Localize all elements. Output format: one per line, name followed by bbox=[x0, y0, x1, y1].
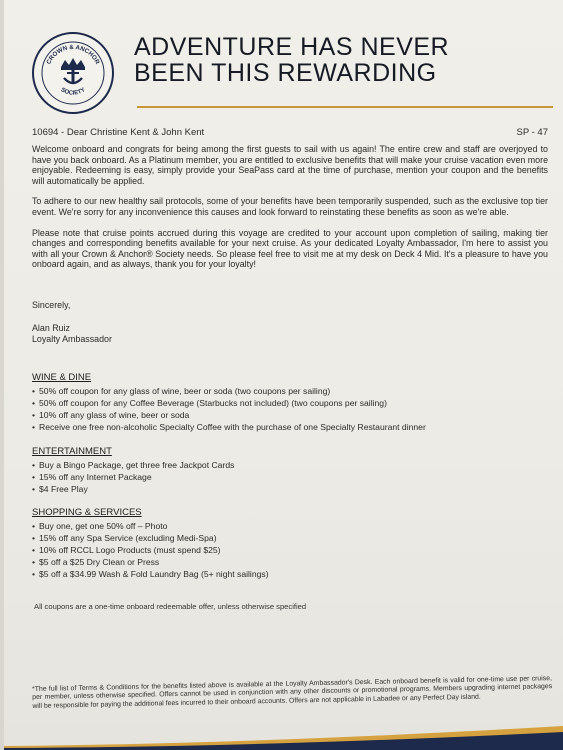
closing: Sincerely, bbox=[32, 300, 71, 310]
section-entertainment bbox=[32, 446, 532, 495]
list-item: • 10% off RCCL Logo Products (must spend $25) bbox=[32, 544, 532, 556]
page-headline bbox=[134, 34, 554, 86]
entertainment-list bbox=[32, 459, 532, 495]
headline-line-2: BEEN THIS REWARDING bbox=[134, 59, 437, 87]
headline-line-1: ADVENTURE HAS NEVER bbox=[134, 33, 450, 61]
gold-divider bbox=[137, 106, 553, 108]
shopping-list bbox=[32, 520, 532, 580]
paragraph-points: Please note that cruise points accrued during this voyage are credited to your account upon completion of sailing, making tier changes and corresponding benefits available for your next cruise. As your dedicated Loyalty Ambassador, I'm here to assist you with all your Crown & Anchor® Society needs. So please feel free to visit me at my desk on Deck 4 Mid. It's a pleasure to have you onboard again, and as always, thank you for your loyalty! bbox=[32, 227, 548, 270]
section-shopping-services bbox=[32, 507, 532, 580]
coupon-note: All coupons are a one-time onboard redeemable offer, unless otherwise specified bbox=[34, 602, 307, 611]
list-item: • $4 Free Play bbox=[32, 483, 532, 495]
section-wine-dine bbox=[32, 372, 532, 433]
list-item: • $5 off a $34.99 Wash & Fold Laundry Bag (5+ night sailings) bbox=[32, 568, 532, 580]
list-item: • 50% off coupon for any glass of wine, beer or soda (two coupons per sailing) bbox=[32, 385, 532, 397]
section-title-shopping: SHOPPING & SERVICES bbox=[32, 507, 142, 518]
signer-name: Alan Ruiz bbox=[32, 322, 70, 333]
salutation-row bbox=[32, 127, 548, 138]
logo-ring-top-text: CROWN & ANCHOR bbox=[45, 43, 101, 66]
list-item: • 50% off coupon for any Coffee Beverage (Starbucks not included) (two coupons per sailing) bbox=[32, 397, 532, 409]
list-item: • Buy a Bingo Package, get three free Jackpot Cards bbox=[32, 459, 532, 471]
logo-ring-bottom-text: SOCIETY bbox=[59, 87, 87, 97]
signoff bbox=[32, 300, 112, 344]
list-item: • Buy one, get one 50% off – Photo bbox=[32, 520, 532, 532]
section-title-entertainment: ENTERTAINMENT bbox=[32, 446, 112, 457]
salutation: 10694 - Dear Christine Kent & John Kent bbox=[32, 127, 205, 138]
svg-text:SOCIETY bbox=[60, 87, 87, 97]
list-item: • $5 off a $25 Dry Clean or Press bbox=[32, 556, 532, 568]
paragraph-protocols: To adhere to our new healthy sail protocols, some of your benefits have been temporarily suspended, such as the exclusive top tier event. We're sorry for any inconvenience this causes and look forward to reinstating these benefits as soon as we're able. bbox=[32, 196, 548, 217]
crown-anchor-logo-icon bbox=[32, 32, 114, 114]
logo-graphic bbox=[34, 34, 112, 112]
paragraph-welcome: Welcome onboard and congrats for being among the first guests to sail with us again! The entire crew and staff are overjoyed to have you back onboard. As a Platinum member, you are entitled to exclusive benefits that will make your cruise vacation even more enjoyable. Redeeming is easy, simply provide your SeaPass card at the time of purchase, mention your coupon and the benefits will automatically be applied. bbox=[32, 144, 549, 186]
letter-body bbox=[32, 144, 548, 280]
list-item: • Receive one free non-alcoholic Specialty Coffee with the purchase of one Specialty Restaurant dinner bbox=[32, 421, 532, 433]
list-item: • 15% off any Spa Service (excluding Medi-Spa) bbox=[32, 532, 532, 544]
signer-title: Loyalty Ambassador bbox=[32, 333, 112, 344]
section-title-wine-dine: WINE & DINE bbox=[32, 372, 92, 383]
terms-fine-print: *The full list of Terms & Conditions for the benefits listed above is available at the Loyalty Ambassador's Desk. Each onboard benefit is valid for one-time use per cruise, per member, unless otherwise specified. Offers cannot be used in conjunction with any other discounts or promotional programs. Members upgrading internet packages will be responsible for paying the additional fees incurred to their onboard accounts. Offers are not applicable in Labadee or any Perfect Day island. bbox=[32, 675, 553, 710]
list-item: • 15% off any Internet Package bbox=[32, 471, 532, 483]
reference-code: SP - 47 bbox=[516, 127, 548, 138]
list-item: • 10% off any glass of wine, beer or soda bbox=[32, 409, 532, 421]
wine-dine-list bbox=[32, 385, 532, 433]
letter-page bbox=[4, 0, 563, 750]
